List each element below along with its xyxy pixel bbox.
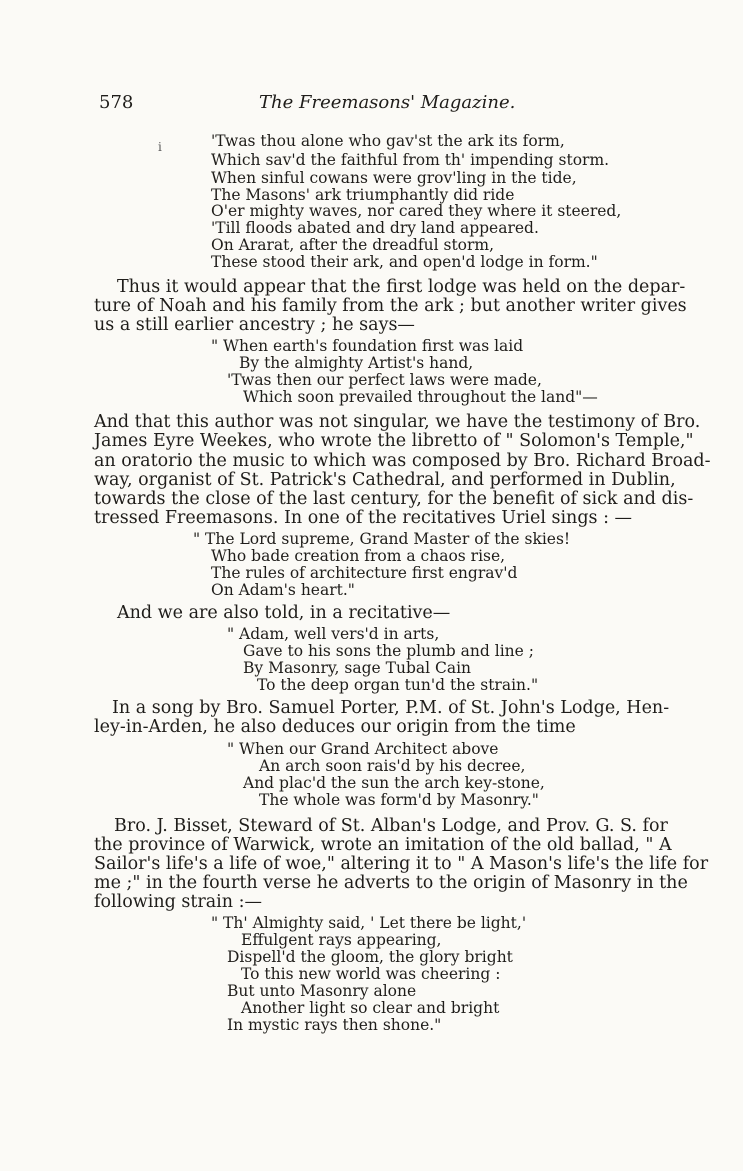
prose-line: way, organist of St. Patrick's Cathedral, and performed in Dublin, (94, 470, 676, 490)
verse-line: In mystic rays then shone." (227, 1016, 442, 1034)
verse-line: When sinful cowans were grov'ling in the tide, (211, 169, 577, 187)
verse-line: And plac'd the sun the arch key-stone, (243, 774, 545, 792)
verse-line: But unto Masonry alone (227, 982, 417, 1000)
verse-line: " When earth's foundation first was laid (211, 337, 524, 355)
verse-line: The rules of architecture first engrav'd (211, 564, 518, 582)
prose-line: In a song by Bro. Samuel Porter, P.M. of St. John's Lodge, Hen- (112, 698, 670, 718)
prose-line: me ;" in the fourth verse he adverts to the origin of Masonry in the (94, 873, 688, 893)
prose-line: Sailor's life's a life of woe," altering it to " A Mason's life's the life for (94, 854, 709, 874)
verse-line: To this new world was cheering : (241, 965, 501, 983)
verse-line: On Adam's heart." (211, 581, 355, 599)
verse-line: On Ararat, after the dreadful storm, (211, 236, 495, 254)
verse-line: 'Twas thou alone who gav'st the ark its form, (211, 132, 565, 150)
verse-line: By the almighty Artist's hand, (239, 354, 474, 372)
verse-line: " When our Grand Architect above (227, 740, 499, 758)
page-number: 578 (99, 92, 134, 113)
prose-line: an oratorio the music to which was composed by Bro. Richard Broad- (94, 451, 711, 471)
prose-line: Thus it would appear that the first lodge was held on the depar- (117, 277, 686, 297)
prose-line: And that this author was not singular, we have the testimony of Bro. (94, 412, 701, 432)
verse-line: An arch soon rais'd by his decree, (259, 757, 526, 775)
verse-line: O'er mighty waves, nor cared they where it steered, (211, 202, 622, 220)
prose-line: ley-in-Arden, he also deduces our origin from the time (94, 717, 576, 737)
verse-line: Effulgent rays appearing, (241, 931, 442, 949)
verse-line: By Masonry, sage Tubal Cain (243, 659, 472, 677)
verse-line: The whole was form'd by Masonry." (259, 791, 539, 809)
prose-line: the province of Warwick, wrote an imitation of the old ballad, " A (94, 835, 672, 855)
verse-line: 'Twas then our perfect laws were made, (227, 371, 542, 389)
verse-line: Who bade creation from a chaos rise, (211, 547, 506, 565)
verse-line: Which sav'd the faithful from th' impending storm. (211, 151, 610, 169)
prose-line: And we are also told, in a recitative— (117, 603, 451, 623)
ink-speck: ⅰ (158, 140, 162, 154)
prose-line: ture of Noah and his family from the ark ; but another writer gives (94, 296, 687, 316)
verse-line: 'Till floods abated and dry land appeared. (211, 219, 539, 237)
verse-line: The Masons' ark triumphantly did ride (211, 186, 515, 204)
prose-line: following strain :— (94, 892, 262, 912)
verse-line: Another light so clear and bright (241, 999, 500, 1017)
verse-line: To the deep organ tun'd the strain." (257, 676, 539, 694)
verse-line: " Adam, well vers'd in arts, (227, 625, 440, 643)
running-header (99, 92, 659, 116)
verse-line: " The Lord supreme, Grand Master of the skies! (193, 530, 571, 548)
prose-line: Bro. J. Bisset, Steward of St. Alban's Lodge, and Prov. G. S. for (114, 816, 668, 836)
verse-line: Gave to his sons the plumb and line ; (243, 642, 534, 660)
verse-line: Which soon prevailed throughout the land"— (243, 388, 598, 406)
prose-line: tressed Freemasons. In one of the recitatives Uriel sings : — (94, 508, 633, 528)
prose-line: James Eyre Weekes, who wrote the libretto of " Solomon's Temple," (94, 431, 694, 451)
prose-line: us a still earlier ancestry ; he says— (94, 315, 415, 335)
prose-line: towards the close of the last century, for the benefit of sick and dis- (94, 489, 694, 509)
running-title: The Freemasons' Magazine. (259, 92, 516, 113)
verse-line: Dispell'd the gloom, the glory bright (227, 948, 513, 966)
verse-line: " Th' Almighty said, ' Let there be light,' (211, 914, 527, 932)
verse-line: These stood their ark, and open'd lodge in form." (211, 253, 598, 271)
